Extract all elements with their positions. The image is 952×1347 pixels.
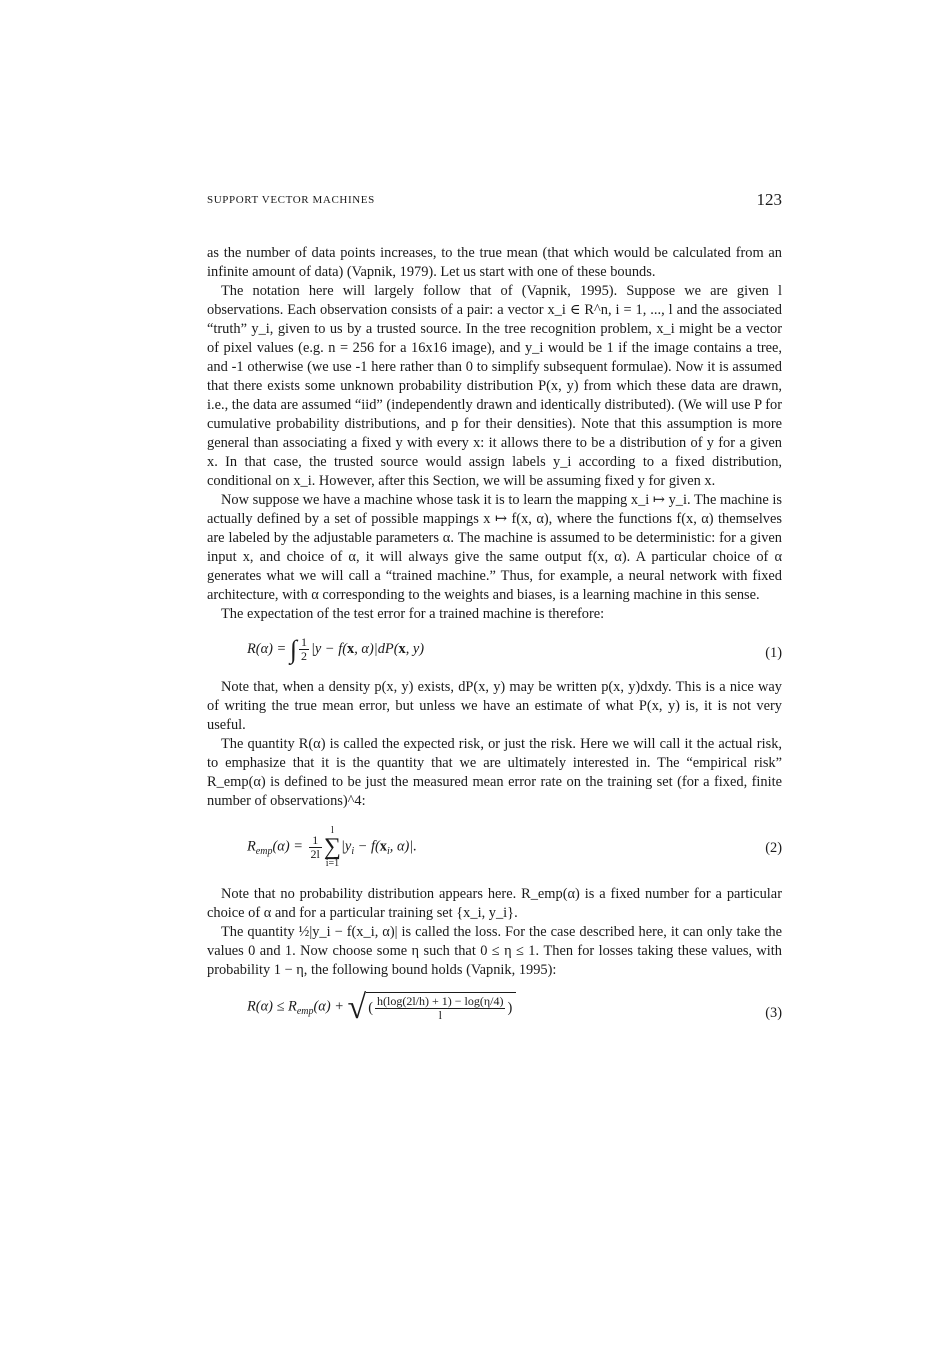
paragraph-4: The expectation of the test error for a trained machine is therefore:	[221, 606, 605, 622]
paragraph-5: Note that, when a density p(x, y) exists, dP(x, y) may be written p(x, y)dxdy. This is a nice way of writing the true mean error, but unless we have an estimate of what P(x, y) is, it is not very useful.	[207, 679, 782, 733]
paragraph-8: The quantity ½|y_i − f(x_i, α)| is called the loss. For the case described here, it can only take the values 0 and 1. Now choose some η such that 0 ≤ η ≤ 1. Then for losses taking these values, with probability 1 − η, the following bound holds (Vapnik, 1995):	[207, 924, 782, 978]
paragraph-1: as the number of data points increases, to the true mean (that which would be calculated from an infinite amount of data) (Vapnik, 1979). Let us start with one of these bounds.	[207, 245, 782, 280]
paragraph-7: Note that no probability distribution appears here. R_emp(α) is a fixed number for a particular choice of α and for a particular training set {x_i, y_i}.	[207, 886, 782, 921]
equation-2-formula: $R_{emp}(\alpha)$ = $\frac{1}{2l}$ l ∑ i=1 $|y_i - f(x_i$, α)|.	[247, 825, 417, 869]
equation-1-number: (1)	[765, 645, 782, 661]
equation-3	[207, 980, 782, 1046]
paragraph-3: Now suppose we have a machine whose task it is to learn the mapping x_i ↦ y_i. The machine is actually defined by a set of possible mappings x ↦ f(x, α), where the functions f(x, α) themselves are labeled by the adjustable parameters α. The machine is assumed to be deterministic: for a given input x, and choice of α, it will always give the same output f(x, α). A particular choice of α generates what we will call a “trained machine.” Thus, for example, a neural network with fixed architecture, with α corresponding to the weights and biases, is a learning machine in this sense.	[207, 492, 782, 603]
page-header	[207, 190, 782, 212]
equation-1	[207, 624, 782, 678]
equation-1-formula: R(α) = ∫ $\frac{1}{2}$ |y − f(x, α)|dP(x, y)	[247, 635, 425, 664]
paragraph-6: The quantity R(α) is called the expected risk, or just the risk. Here we will call it the actual risk, to emphasize that it is the quantity that we are ultimately interested in. The “empirical risk” R_emp(α) is defined to be just the measured mean error rate on the training set (for a fixed, finite number of observations)^4:	[207, 736, 782, 809]
equation-2	[207, 811, 782, 885]
equation-3-number: (3)	[765, 1005, 782, 1021]
page-number: 123	[756, 190, 782, 209]
equation-3-formula: $R(\alpha) \le R_{emp}(\alpha)$ + √ ( $\frac{h(\log(2l/h) + 1) - \log(\eta/4)}{l}$ )	[247, 992, 516, 1022]
running-head: SUPPORT VECTOR MACHINES	[207, 194, 375, 206]
body-text	[207, 244, 782, 1046]
paragraph-2: The notation here will largely follow that of (Vapnik, 1995). Suppose we are given l observations. Each observation consists of a pair: a vector x_i ∈ R^n, i = 1, ..., l and the associated “truth” y_i, given to us by a trusted source. In the tree recognition problem, x_i might be a vector of pixel values (e.g. n = 256 for a 16x16 image), and y_i would be 1 if the image contains a tree, and -1 otherwise (we use -1 here rather than 0 to simplify subsequent formulae). Now it is assumed that there exists some unknown probability distribution P(x, y) from which these data are drawn, i.e., the data are assumed “iid” (independently drawn and identically distributed). (We will use P for cumulative probability distributions, and p for their densities). Note that this assumption is more general than associating a fixed y with every x: it allows there to be a distribution of y for a given x. In that case, the trusted source would assign labels y_i according to a fixed distribution, conditional on x_i. However, after this Section, we will be assuming fixed y for given x.	[207, 283, 782, 489]
equation-2-number: (2)	[765, 840, 782, 856]
